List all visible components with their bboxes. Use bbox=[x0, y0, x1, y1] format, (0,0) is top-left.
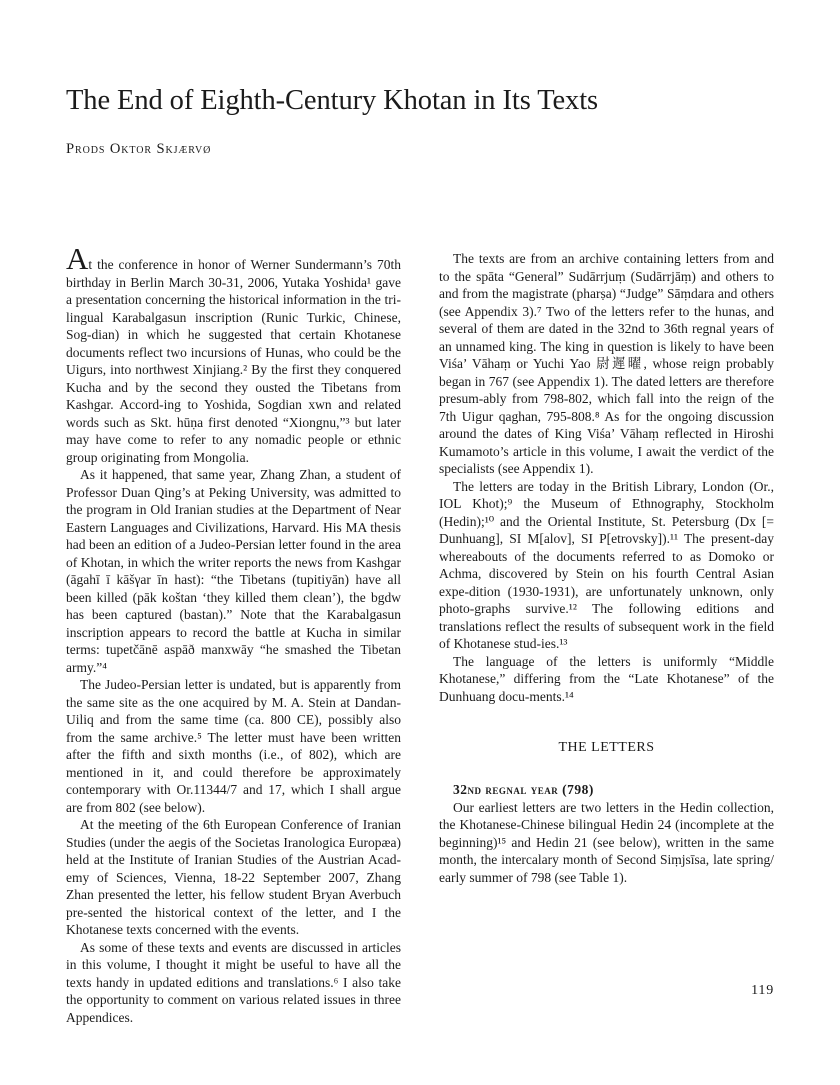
section-heading: THE LETTERS bbox=[558, 740, 655, 755]
right-column bbox=[439, 250, 774, 886]
left-paragraph-2: As it happened, that same year, Zhang Zhan, a student of Professor Duan Qing’s at Peking University, was admitted to the program in Old Iranian studies at the Department of Near Eastern Languages and Civilizations, Harvard. His MA thesis had been an edition of a Judeo-Persian letter found in the area of Khotan, in which the writer reports the news from Kashgar (āgahī ī kāšγar īn hast): “the Tibetans (tupitiyān) have all been killed (pāk koštan ‘they killed them clean’), the bgdw has been captured (bastan).” Note that the Karabalgasun inscription appears to record the battle at Kucha in similar terms: tupetčānē aspāð manxwāy “he smashed the Tibetan army.”⁴ bbox=[66, 467, 401, 675]
drop-cap: A bbox=[66, 241, 89, 276]
left-paragraph-3: The Judeo-Persian letter is undated, but is apparently from the same site as the one acquired by M. A. Stein at Dandan-Uiliq and from the same time (ca. 800 CE), possibly also from the same archive.⁵ The letter must have been written after the fifth and sixth months (i.e., of 802), which are mentioned in it, and could therefore be approximately contemporary with Or.11344/7 and 17, which I shall argue are from 802 (see below). bbox=[66, 677, 401, 815]
left-paragraph-5: As some of these texts and events are discussed in articles in this volume, I thought it might be useful to have all the texts handy in updated editions and translations.⁶ I also take the opportunity to comment on various related issues in three Appendices. bbox=[66, 939, 401, 1025]
subheading: 32nd regnal year (798) bbox=[453, 782, 594, 797]
left-column bbox=[66, 241, 401, 1026]
author-name: Prods Oktor Skjærvø bbox=[66, 141, 212, 157]
right-paragraph-1: The texts are from an archive containing letters from and to the spāta “General” Sudārrjuṃ (Sudārrjāṃ) and others to and from the magistrate (pharṣa) “Judge” Sāṃdara and others (see Appendix 3).⁷ Two of the letters refer to the hunas, and several of them are dated in the 32nd to 36th regnal years of an unnamed king. The king in question is likely to have been Viśa’ Vāhaṃ or Yuchi Yao 尉遲曜, whose reign probably began in 767 (see Appendix 1). The dated letters are therefore presum-ably from 798-802, which fall into the reign of the 7th Uigur qaghan, 795-808.⁸ As for the ongoing discussion around the dates of King Viśa’ Vāhaṃ reflected in Hiroshi Kumamoto’s article in this volume, I await the verdict of the specialists (see Appendix 1). bbox=[439, 251, 774, 476]
right-paragraph-3: The language of the letters is uniformly “Middle Khotanese,” differing from the “Late Khotanese” of the Dunhuang docu-ments.¹⁴ bbox=[439, 653, 774, 704]
left-paragraph-4: At the meeting of the 6th European Conference of Iranian Studies (under the aegis of the Societas Iranologica Europæa) held at the Institute of Iranian Studies of the Austrian Acad-emy of Sciences, Vienna, 18-22 September 2007, Zhang Zhan presented the letter, his fellow student Bryan Averbuch pre-sented the historical context of the letter, and I the Khotanese texts concerned with the events. bbox=[66, 817, 401, 937]
left-paragraph-1 bbox=[66, 241, 401, 466]
right-paragraph-2: The letters are today in the British Library, London (Or., IOL Khot);⁹ the Museum of Ethnography, Stockholm (Hedin);¹⁰ and the Oriental Institute, St. Petersburg (Dx [= Dunhuang], SI M[alov], SI P[etrovsky]).¹¹ The present-day whereabouts of the documents referred to as Domoko or Achma, discovered by Stein on his fourth Central Asian expe-dition (1930-1931), are unfortunately unknown, only photo-graphs survive.¹² The following editions and translations reflect the results of subsequent work in the field of Khotanese stud-ies.¹³ bbox=[439, 478, 774, 651]
page-number: 119 bbox=[751, 983, 774, 998]
article-title: The End of Eighth-Century Khotan in Its Texts bbox=[66, 85, 599, 116]
left-paragraph-1-text: t the conference in honor of Werner Sundermann’s 70th birthday in Berlin March 30-31, 2006, Yutaka Yoshida¹ gave a presentation concerning the historical information in the tri-lingual Karabalgasun inscription (Runic Turkic, Chinese, Sog-dian) in which he suggested that certain Khotanese documents reflect two incursions of Hunas, who could be the Uigurs, into northwest Xinjiang.² By the first they conquered Kucha and by the second they ousted the Tibetans from Kashgar. Accord-ing to Yoshida, Sogdian xwn and related words such as Skt. hūṇa first denoted “Xiongnu,”³ but later may have come to refer to any nomadic people or ethnic group originating from Mongolia. bbox=[66, 257, 401, 465]
right-paragraph-4: Our earliest letters are two letters in the Hedin collection, the Khotanese-Chinese bilingual Hedin 24 (incomplete at the beginning)¹⁵ and Hedin 21 (see below), written in the same month, the intercalary month of Second Siṃjsīsa, late spring/ early summer of 798 (see Table 1). bbox=[439, 799, 774, 885]
